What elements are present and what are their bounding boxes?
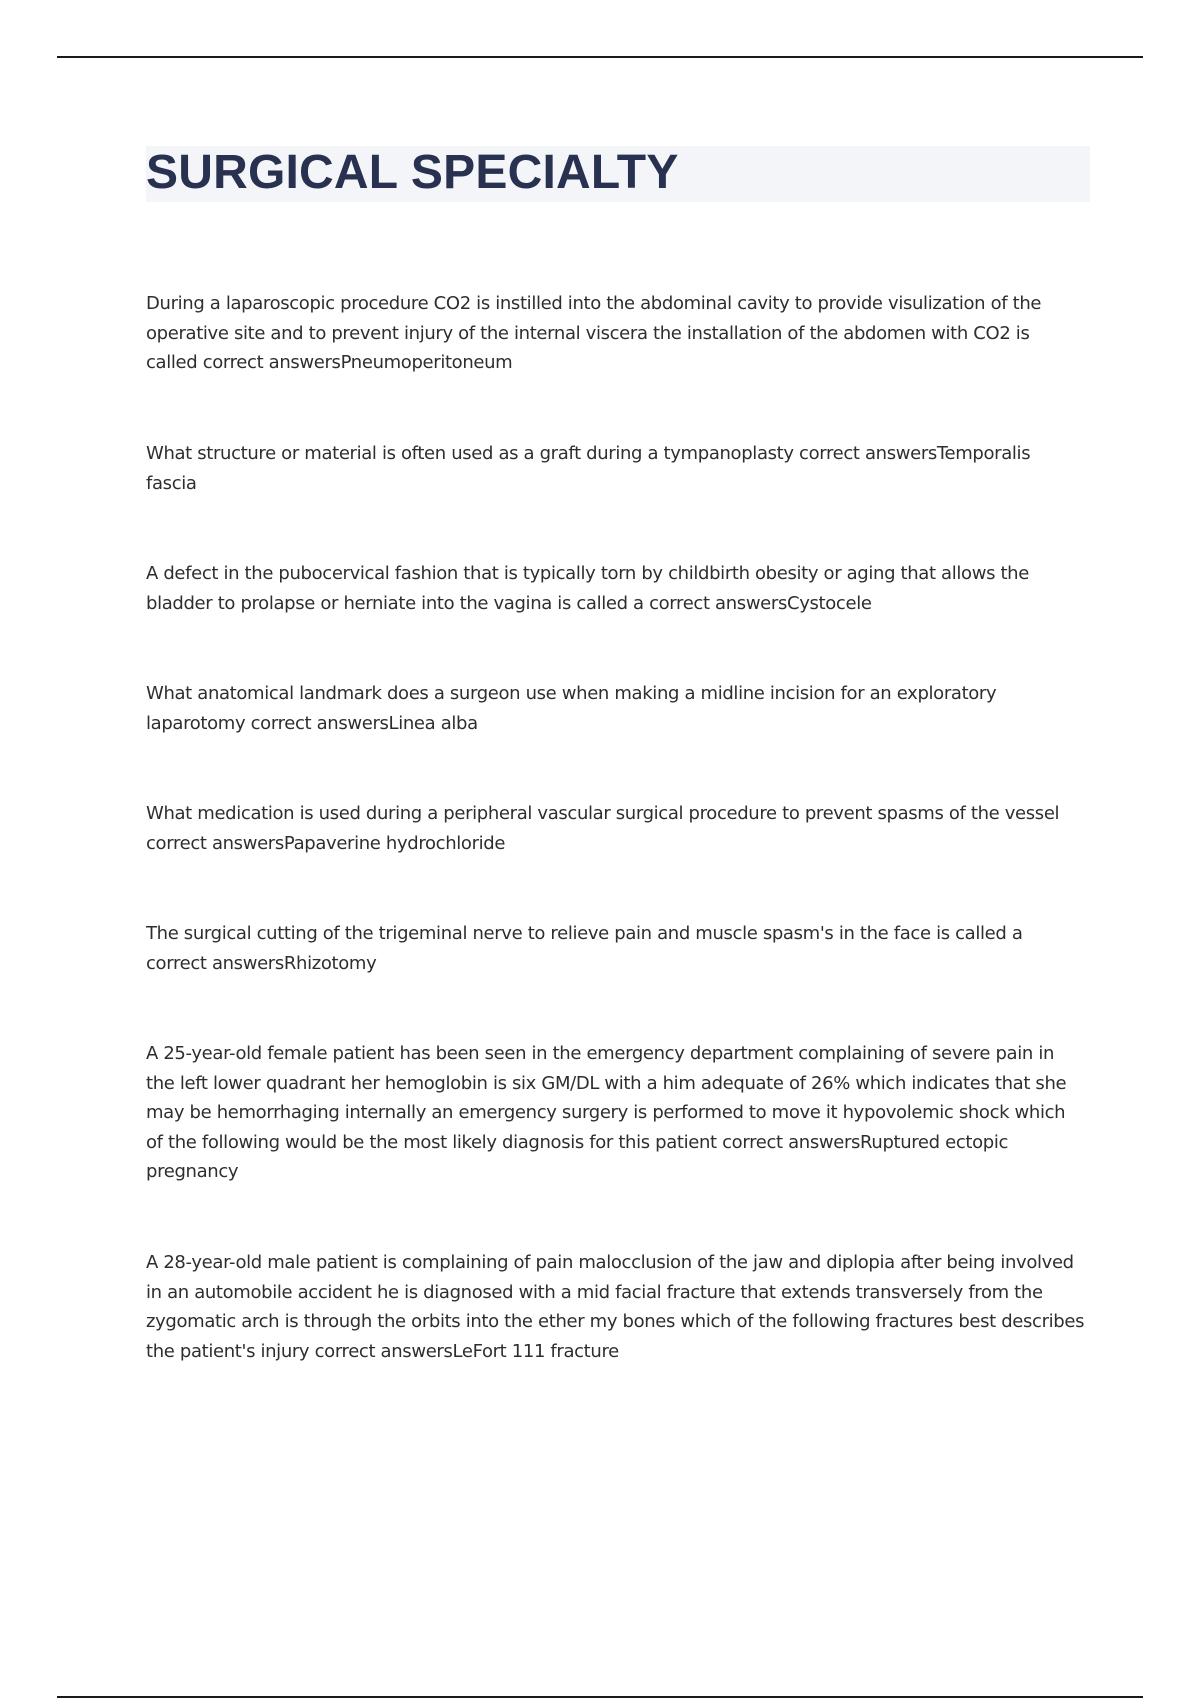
- question-text: What anatomical landmark does a surgeon use when making a midline incision for an exploratory laparotomy correct answers: [146, 683, 997, 734]
- question-text: What medication is used during a peripheral vascular surgical procedure to prevent spasms of the vessel correct answers: [146, 803, 1060, 854]
- qa-item-1: [146, 289, 1086, 378]
- question-text: What structure or material is often used as a graft during a tympanoplasty correct answers: [146, 443, 937, 464]
- page-title: SURGICAL SPECIALTY: [146, 146, 679, 199]
- question-text: The surgical cutting of the trigeminal nerve to relieve pain and muscle spasm's in the face is called a correct answers: [146, 923, 1023, 974]
- question-text: A 25-year-old female patient has been seen in the emergency department complaining of severe pain in the left lower quadrant her hemoglobin is six GM/DL with a him adequate of 26% which indicates that she may be hemorrhaging internally an emergency surgery is performed to move it hypovolemic shock which of the following would be the most likely diagnosis for this patient correct answers: [146, 1043, 1067, 1153]
- question-text: A 28-year-old male patient is complaining of pain malocclusion of the jaw and diplopia after being involved in an automobile accident he is diagnosed with a mid facial fracture that extends transversely from the zygomatic arch is through the orbits into the ether my bones which of the following fractures best describes the patient's injury correct answers: [146, 1252, 1085, 1362]
- qa-item-8: [146, 1248, 1086, 1366]
- qa-item-2: [146, 439, 1086, 498]
- question-text: A defect in the pubocervical fashion that is typically torn by childbirth obesity or aging that allows the bladder to prolapse or herniate into the vagina is called a correct answers: [146, 563, 1029, 614]
- answer-text: LeFort 111 fracture: [452, 1340, 619, 1362]
- qa-item-5: [146, 799, 1086, 858]
- question-text: During a laparoscopic procedure CO2 is instilled into the abdominal cavity to provide visulization of the operative site and to prevent injury of the internal viscera the installation of the abdomen with CO2 is called correct answers: [146, 293, 1042, 373]
- footer-rule: [57, 1696, 1143, 1698]
- qa-item-4: [146, 679, 1086, 738]
- qa-item-6: [146, 919, 1086, 978]
- answer-text: Cystocele: [787, 592, 872, 614]
- header-rule: [57, 56, 1143, 58]
- answer-text: Rhizotomy: [283, 952, 377, 974]
- answer-text: Papaverine hydrochloride: [283, 832, 506, 854]
- answer-text: Linea alba: [388, 712, 478, 734]
- qa-item-7: [146, 1039, 1086, 1187]
- answer-text: Temporalis fascia: [146, 443, 1031, 494]
- answer-text: Pneumoperitoneum: [340, 352, 513, 373]
- qa-item-3: [146, 559, 1086, 618]
- answer-text: Ruptured ectopic pregnancy: [146, 1131, 1009, 1182]
